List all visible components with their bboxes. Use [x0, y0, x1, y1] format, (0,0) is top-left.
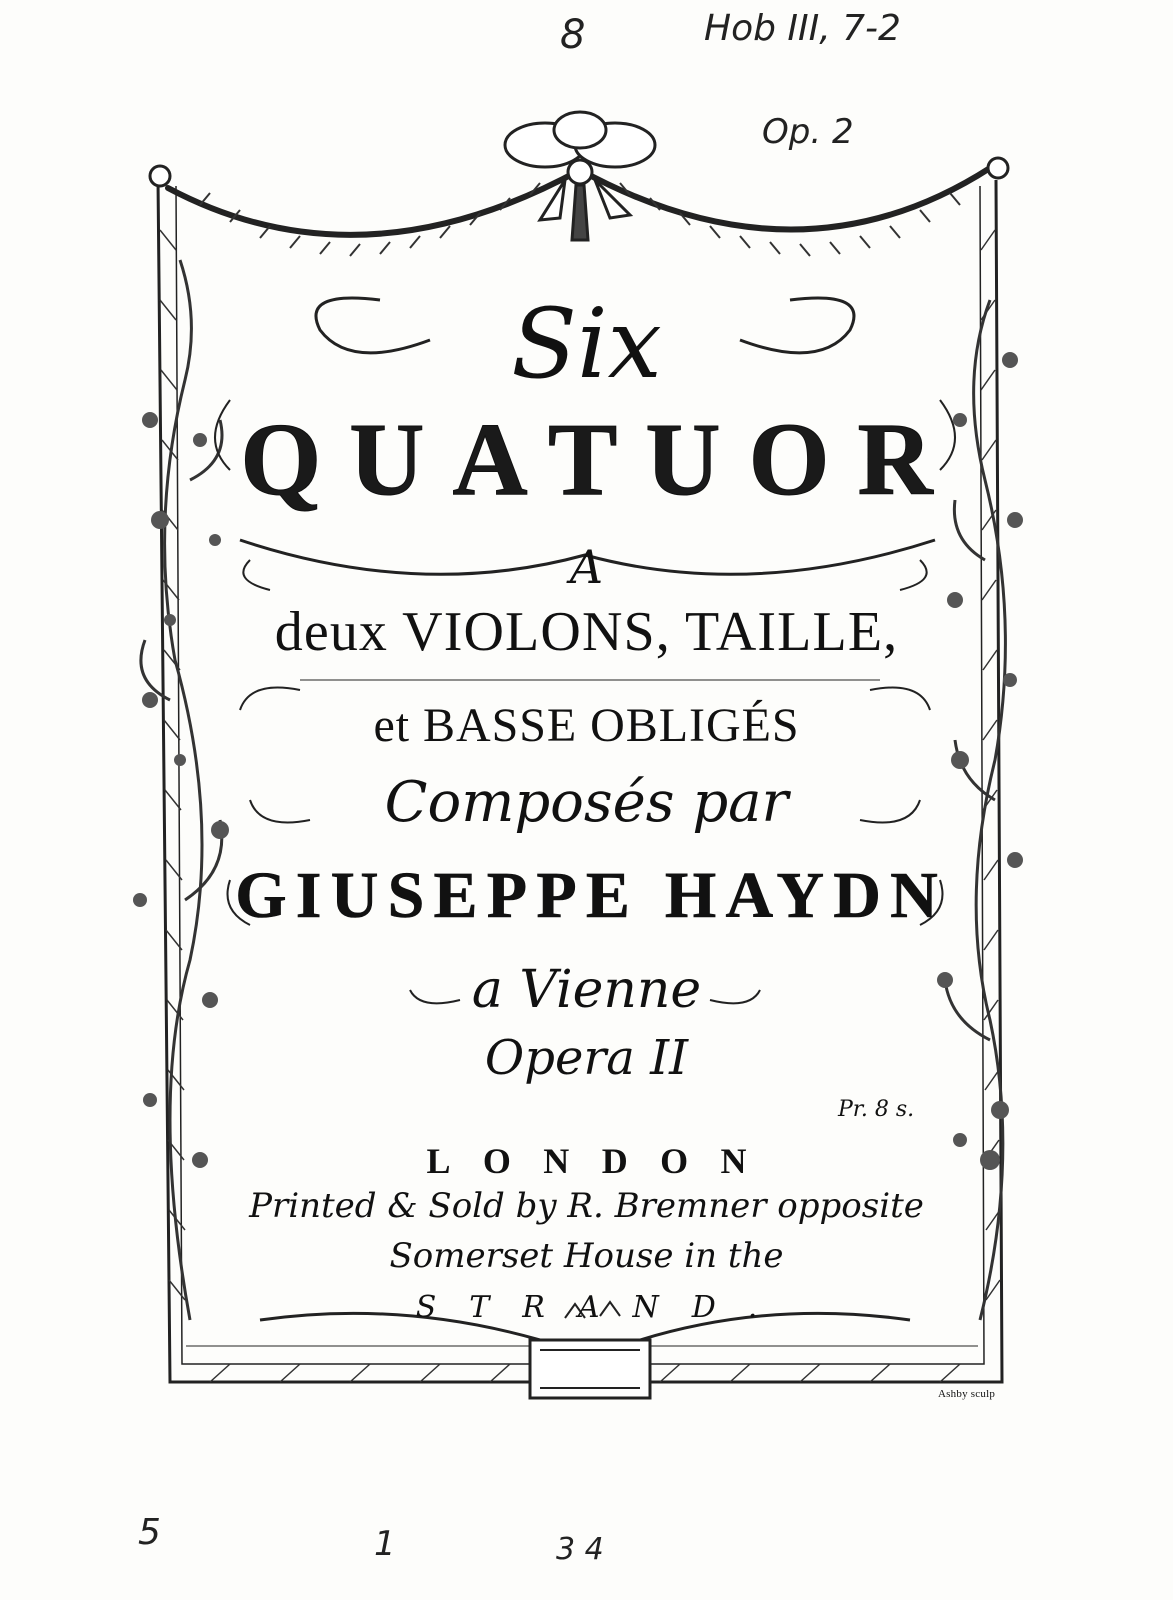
handwritten-bottom-mid: 1: [374, 1524, 396, 1564]
handwritten-bottom-left: 5: [138, 1512, 161, 1553]
title-vienne: a Vienne: [471, 960, 702, 1020]
price: Pr. 8 s.: [838, 1097, 915, 1122]
title-opera: Opera II: [484, 1030, 689, 1086]
title-compose: Composés par: [384, 770, 789, 835]
imprint-line-1: Printed & Sold by R. Bremner opposite: [249, 1186, 924, 1226]
imprint-line-2: Somerset House in the: [389, 1236, 784, 1276]
title-quatuor: QUATUOR: [240, 402, 961, 517]
handwritten-catalogue: Hob III, 7-2: [704, 8, 901, 49]
handwritten-bottom-right: 3 4: [556, 1532, 604, 1567]
imprint-line-3: STRAND.: [415, 1290, 791, 1325]
handwritten-mark: 8: [560, 12, 586, 58]
title-composer: GIUSEPPE HAYDN: [235, 859, 948, 932]
title-instruments: deux VIOLONS, TAILLE,: [274, 601, 899, 663]
imprint-city: LONDON: [426, 1141, 779, 1181]
title-basse: et BASSE OBLIGÉS: [373, 699, 800, 752]
handwritten-opus: Op. 2: [762, 112, 854, 152]
engraver-credit: Ashby sculp: [938, 1388, 996, 1400]
title-a: A: [569, 540, 604, 594]
bow-ornament: [505, 112, 655, 240]
title-six: Six: [511, 288, 662, 400]
